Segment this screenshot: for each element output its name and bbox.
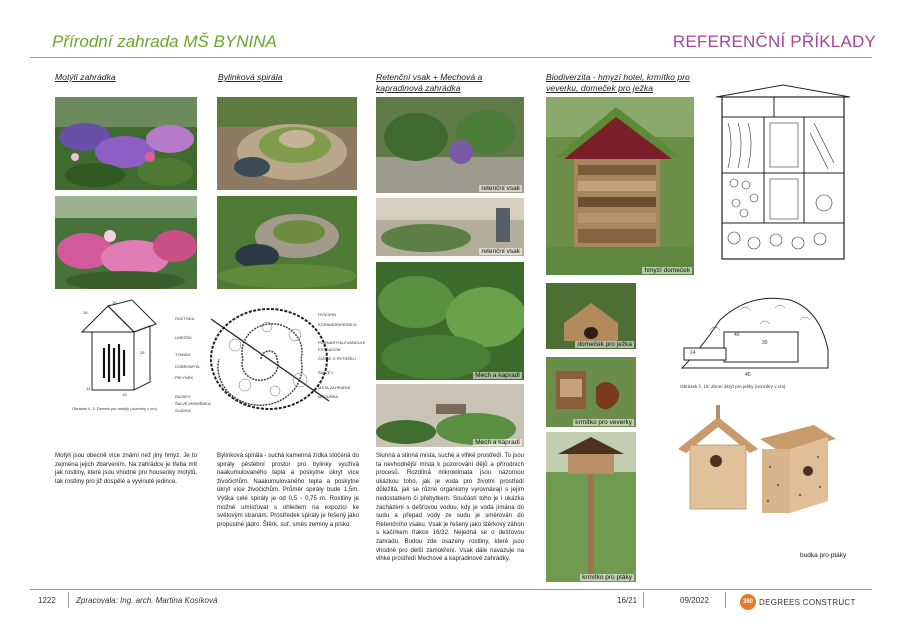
spiral-label-left-1: LIBEČEK xyxy=(175,335,192,340)
spiral-label-left-3: DOBROMYSL xyxy=(175,364,201,369)
footer-author: Zpracovala: Ing. arch. Martina Kosíková xyxy=(76,596,218,605)
text-retencni: Slunná a stinná místa, suché a vlhké prostředí. To jsou ta nevhodnější místa k pozorování dějů a přírodních procesů. Rozdílná mikroklimata jsou názornou ukázkou toho, jak je voda pro životní prostředí důležitá, jak se různé organismy vyrovnávají s jejím nedostatkem či přebytkem. Součástí toho je i ukázka zacházení s dešťovou vodou, kdy je voda jímána do sudu a přepad vody ze sudu je směrován do Retenčního vsaku. Vsak je řešený jako štěrkový záhon s kačírkem frakce 16/32. Nejedná se o dešťovou zahradu. Budou zde osazeny rostliny, které jsou vhodné pro delší zamokření. Vsak dále navazuje na vlhké prostředí Mechové a kapradinové zahrádky. xyxy=(376,452,524,563)
footer-code: 1222 xyxy=(38,596,56,605)
box-dim-right: 25 xyxy=(140,350,145,355)
photo-retention-1 xyxy=(376,97,524,193)
photo-butterfly-garden-1 xyxy=(55,97,197,190)
spiral-label-left-5: RAJSKY xyxy=(175,394,191,399)
logo-circle-icon: 360 xyxy=(740,594,756,610)
spiral-label-right-1: KORIANDR/KERBLÍK xyxy=(318,322,358,327)
spiral-label-right-3: ESTRAGON xyxy=(318,347,341,352)
hedgehog-dim-1: 30 xyxy=(762,340,768,346)
column-title-biodiverzita: Biodiverzita - hmyzí hotel, krmítko pro veverku, domeček pro ježka xyxy=(546,72,690,93)
header-rule xyxy=(30,57,872,58)
column-title-retencni: Retenční vsak + Mechová a kapradinová zahrádka xyxy=(376,72,483,93)
photo-hedgehog-house xyxy=(546,283,636,349)
tag-retention-2: retenční vsak xyxy=(481,248,520,255)
spiral-label-left-6: ŠALVĚJ/KRMĚNKA xyxy=(175,401,211,406)
tag-moss-fern-2: Mech a kapradí xyxy=(475,439,520,446)
butterfly-box-caption: Obrázek č. 1: Domek pro motýly (rozměry v cm) xyxy=(72,406,157,411)
photo-retention-2 xyxy=(376,198,524,256)
hedgehog-dim-2: 14 xyxy=(690,350,696,356)
tag-insect-hotel: hmyzí domeček xyxy=(644,267,690,274)
photo-bird-feeder xyxy=(546,432,636,582)
hedgehog-dim-3: 40 xyxy=(745,372,751,378)
spiral-label-right-5: ŠALVĚJ xyxy=(318,370,333,375)
tag-moss-fern-1: Mech a kapradí xyxy=(475,372,520,379)
page-title: Přírodní zahrada MŠ BYNINA xyxy=(52,32,277,51)
photo-butterfly-garden-2 xyxy=(55,196,197,289)
photo-herb-spiral-1 xyxy=(217,97,357,190)
spiral-label-right-6: MÁTA ZAHRADNÍ xyxy=(318,385,351,390)
tag-squirrel-feeder: krmítko pro veverky xyxy=(575,419,632,426)
spiral-label-right-2: ROZMARÝN/LEVANDULE xyxy=(318,340,366,345)
tag-hedgehog-house: domeček pro ježka xyxy=(577,341,632,348)
column-title-bylinkova: Bylinková spirála xyxy=(218,72,283,82)
footer-divider-1 xyxy=(68,592,69,608)
footer-divider-3 xyxy=(725,592,726,608)
box-dim-bottom-right: 13 xyxy=(122,392,127,397)
spiral-label-left-2: TYMIÁN xyxy=(175,352,191,357)
spiral-label-left-0: ROZTOKA xyxy=(175,316,195,321)
hedgehog-shelter-drawing xyxy=(680,290,830,380)
column-title-motyli: Motýlí zahrádka xyxy=(55,72,116,82)
section-title: REFERENČNÍ PŘÍKLADY xyxy=(672,32,876,51)
spiral-label-right-7: MEDUŇKA xyxy=(318,394,339,399)
hedgehog-caption: Obrázek č. 15: Zimní úkryt pro ježky (rozměry v cm) xyxy=(680,384,786,389)
birdhouse-drawing xyxy=(650,405,850,517)
box-dim-top: 15 xyxy=(112,300,117,305)
label-birdhouse: budka pro ptáky xyxy=(800,552,847,559)
spiral-label-left-4: PELYNĚK xyxy=(175,375,194,380)
spiral-label-right-4: ČIŽMIČ S PETRŽELI xyxy=(318,356,356,361)
footer-divider-2 xyxy=(643,592,644,608)
tag-bird-feeder: krmítko pro ptáky xyxy=(582,574,632,581)
footer-page-number: 16/21 xyxy=(617,596,638,605)
spiral-label-left-7: SLADKA xyxy=(175,408,191,413)
footer-rule xyxy=(30,589,872,590)
photo-squirrel-feeder xyxy=(546,357,636,427)
herb-spiral-diagram xyxy=(205,305,333,413)
logo-text: DEGREES CONSTRUCT xyxy=(759,597,856,607)
photo-herb-spiral-2 xyxy=(217,196,357,289)
hedgehog-dim-0: 40 xyxy=(734,332,740,338)
spiral-label-right-0: HYSOPIN xyxy=(318,312,337,317)
photo-moss-fern-2 xyxy=(376,384,524,447)
box-dim-bottom-left: 14 xyxy=(86,386,91,391)
butterfly-box-drawing xyxy=(78,298,158,398)
footer-date: 09/2022 xyxy=(680,596,709,605)
tag-retention-1: retenční vsak xyxy=(481,185,520,192)
insect-hotel-drawing xyxy=(714,83,852,263)
box-dim-left: 18 xyxy=(83,310,88,315)
company-logo xyxy=(740,594,856,610)
photo-insect-hotel xyxy=(546,97,694,275)
text-motyli: Motýli jsou obecně více známí než jiný hmyz. Je to zejména jejich zbarvením. Na zahrádce je třeba mít jak rostliny, které jsou vhodné pro housenky motýlů, tak rostliny pro již dospělé a vyvinuté jedince. xyxy=(55,452,197,485)
text-bylinkova: Bylinková spirála - suchá kamenná zídka stočená do spirály pěstební prostor pro bylinky využívá naakumulovaného tepla a poskytne úkryt více živočichům. Naakumulovaného tepla a poskytne úkryt více živočichům. Průměr spirály bude 1,5m. Výška celé spirály je od 0,5 - 0,75 m. Rostliny je možné umísťovat s ohledem na expozici ke světovým stranám. Prostředek spirály je řešený jako propustné jádro. Štěrk, suť, směs zeminy a písku. xyxy=(217,452,359,528)
photo-moss-fern-1 xyxy=(376,262,524,380)
